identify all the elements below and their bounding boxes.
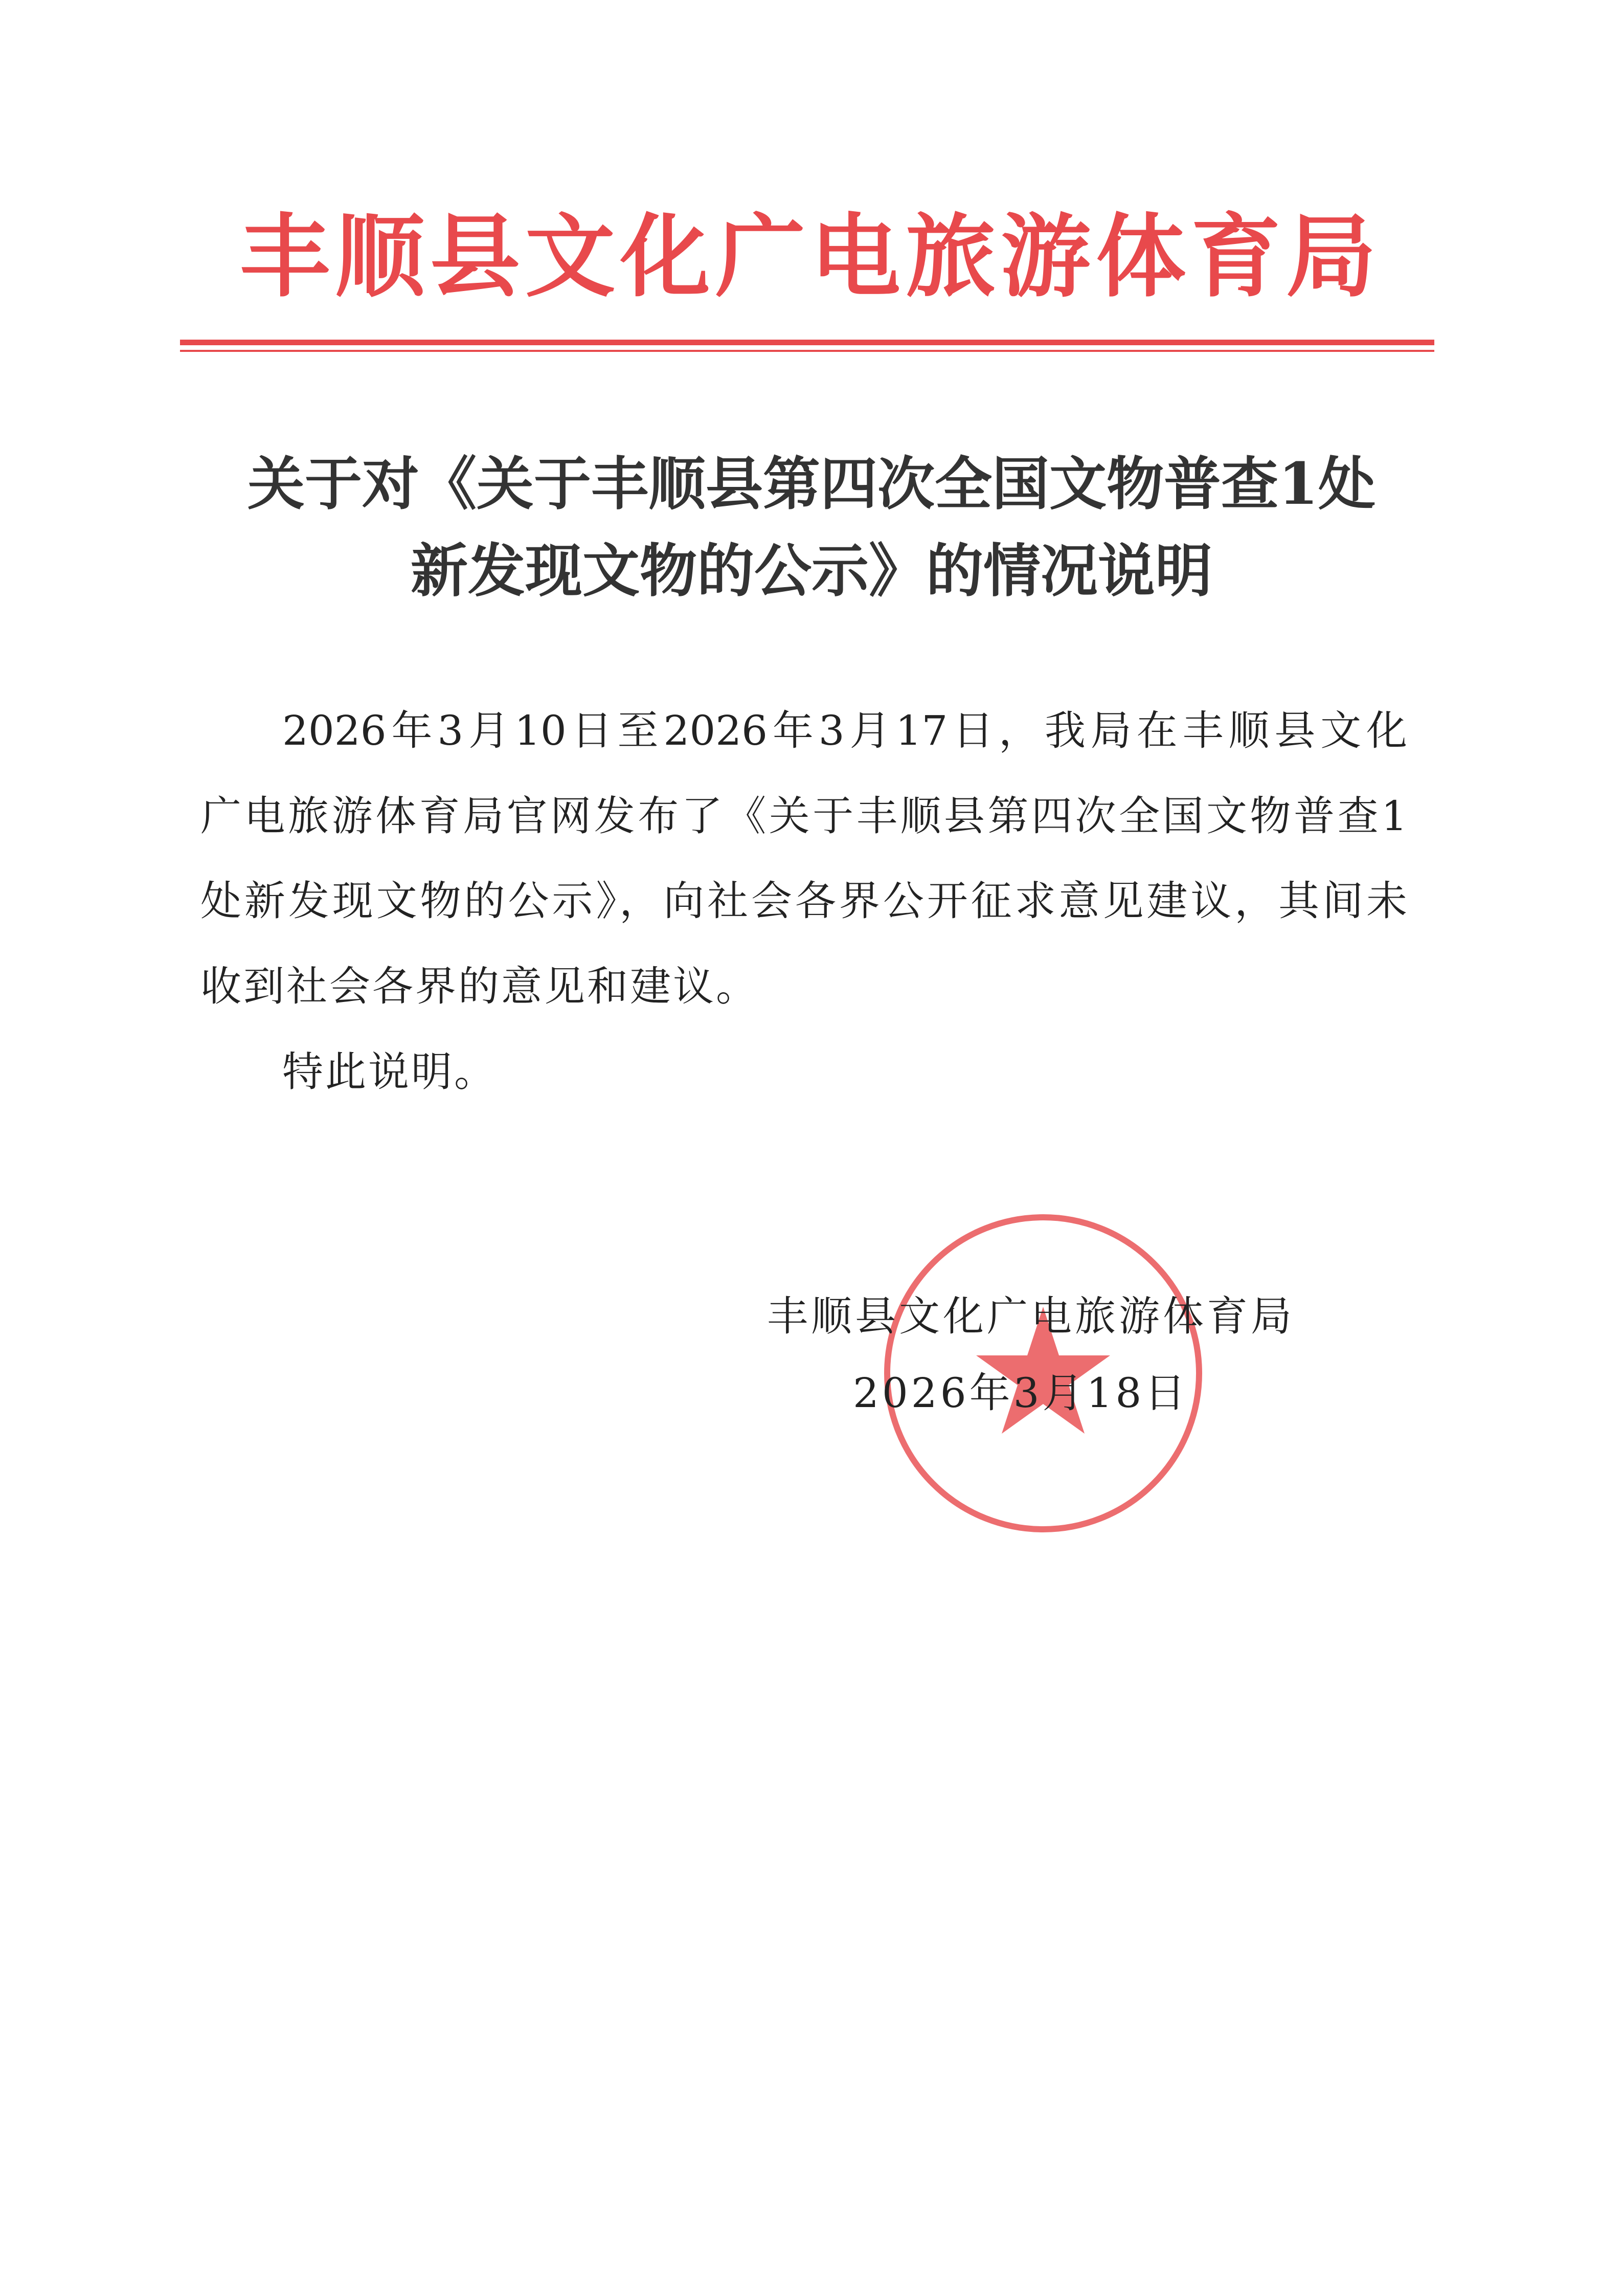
org-letterhead: 丰顺县文化广电旅游体育局: [239, 204, 1381, 309]
body-line: 处新发现文物的公示》，向社会各界公开征求意见建议，其间未: [200, 877, 1407, 925]
letterhead-rule-thin: [180, 350, 1434, 352]
body-line: 广电旅游体育局官网发布了《关于丰顺县第四次全国文物普查1: [200, 792, 1407, 840]
document-title-line-1: 关于对《关于丰顺县第四次全国文物普查1处: [247, 451, 1376, 518]
body-line: 2026年3月10日至2026年3月17日，我局在丰顺县文化: [282, 707, 1407, 754]
signature-date: 2026年3月18日: [853, 1369, 1189, 1417]
letterhead-rule-thick: [180, 340, 1434, 345]
closing-line: 特此说明。: [282, 1048, 497, 1096]
body-line: 收到社会各界的意见和建议。: [200, 963, 759, 1010]
signature-org: 丰顺县文化广电旅游体育局: [767, 1292, 1295, 1340]
document-title-line-2: 新发现文物的公示》的情况说明: [411, 538, 1212, 605]
